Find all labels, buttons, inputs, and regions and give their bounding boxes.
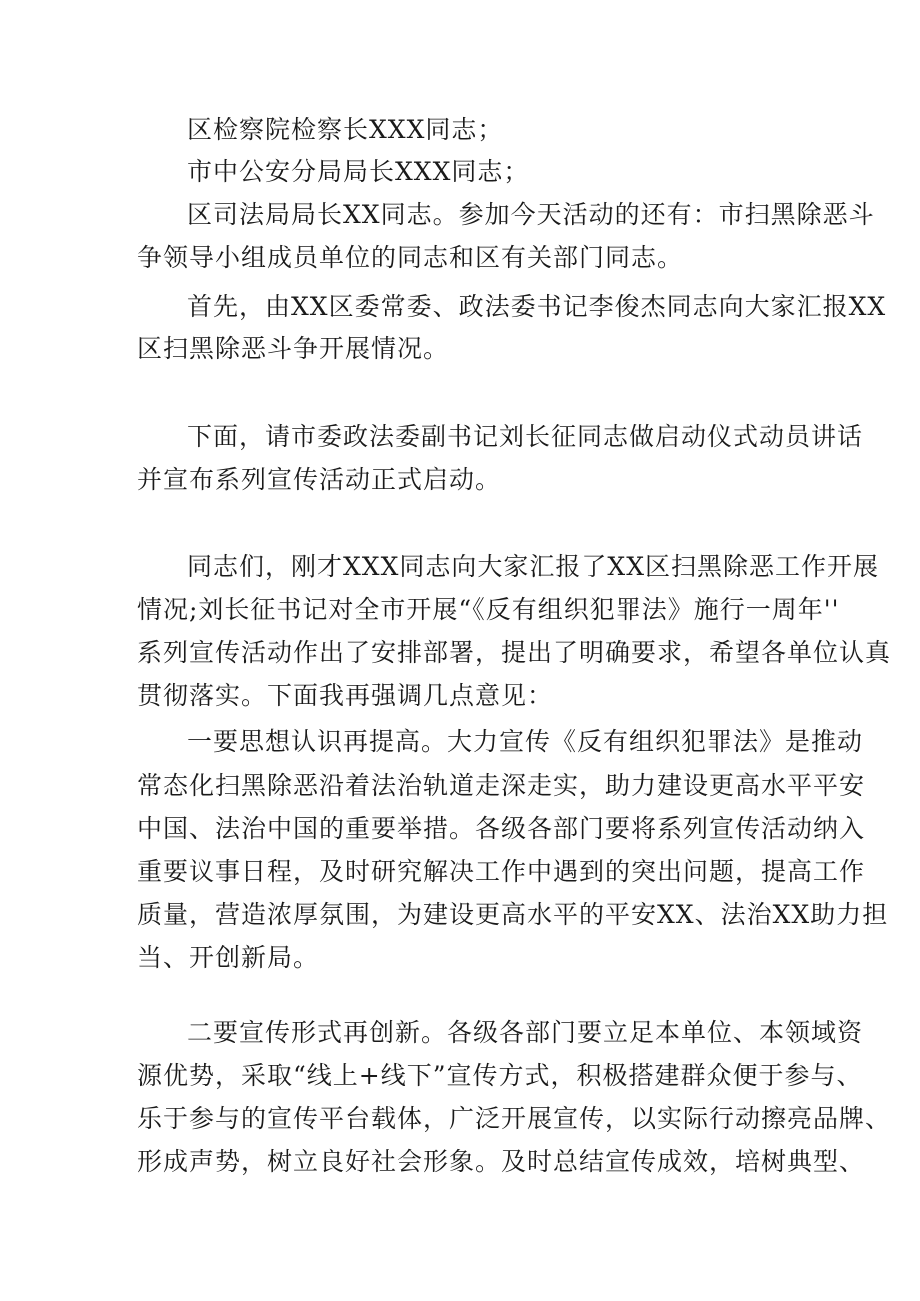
text-line: 争领导小组成员单位的同志和区有关部门同志。 <box>137 243 684 272</box>
text-line: 中国、法治中国的重要举措。各级各部门要将系列宣传活动纳入 <box>137 814 866 843</box>
text-line: 首先，由XX区委常委、政法委书记李俊杰同志向大家汇报XX <box>187 292 887 321</box>
text-line: 区扫黑除恶斗争开展情况。 <box>137 334 450 363</box>
text-line: 并宣布系列宣传活动正式启动。 <box>137 465 502 494</box>
text-line: 贯彻落实。下面我再强调几点意见： <box>137 681 554 710</box>
text-line: 重要议事日程，及时研究解决工作中遇到的突出问题，提高工作 <box>137 857 866 886</box>
text-line: 系列宣传活动作出了安排部署，提出了明确要求，希望各单位认真 <box>137 638 892 667</box>
text-line: 常态化扫黑除恶沿着法治轨道走深走实，助力建设更高水平平安 <box>137 771 866 800</box>
text-line: 源优势，采取“线上+线下”宣传方式，积极搭建群众便于参与、 <box>137 1061 863 1090</box>
text-line: 当、开创新局。 <box>137 943 320 972</box>
text-line: 二要宣传形式再创新。各级各部门要立足本单位、本领域资 <box>187 1018 864 1047</box>
text-line: 形成声势，树立良好社会形象。及时总结宣传成效，培树典型、 <box>137 1147 866 1176</box>
text-line: 情况;刘长征书记对全市开展“《反有组织犯罪法》施行一周年'' <box>137 595 840 624</box>
text-line: 一要思想认识再提高。大力宣传《反有组织犯罪法》是推动 <box>187 727 864 756</box>
text-line: 同志们，刚才XXX同志向大家汇报了XX区扫黑除恶工作开展 <box>187 552 879 581</box>
text-line: 质量，营造浓厚氛围，为建设更高水平的平安XX、法治XX助力担 <box>137 900 889 929</box>
text-line: 乐于参与的宣传平台载体，广泛开展宣传，以实际行动擦亮品牌、 <box>137 1104 892 1133</box>
text-line: 区检察院检察长XXX同志； <box>187 115 504 144</box>
text-line: 市中公安分局局长XXX同志； <box>187 157 530 186</box>
text-line: 下面，请市委政法委副书记刘长征同志做启动仪式动员讲话 <box>187 422 864 451</box>
text-line: 区司法局局长XX同志。参加今天活动的还有：市扫黑除恶斗 <box>187 200 875 229</box>
